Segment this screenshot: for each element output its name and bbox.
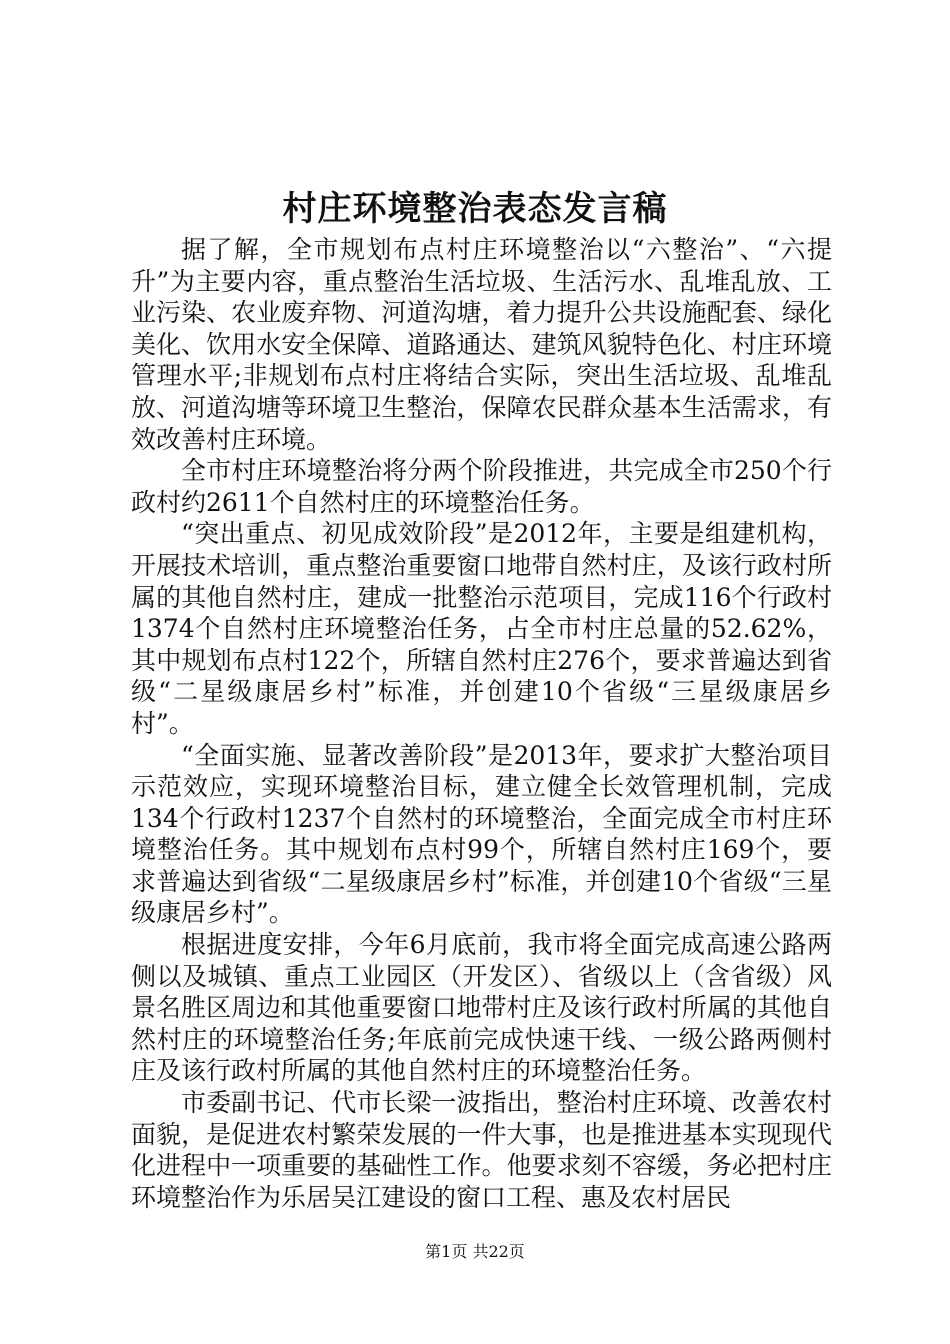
- paragraph: 根据进度安排，今年6月底前，我市将全面完成高速公路两侧以及城镇、重点工业园区（开发区）、省级以上（含省级）风景名胜区周边和其他重要窗口地带村庄及该行政村所属的其他自然村庄的环境整治任务;年底前完成快速干线、一级公路两侧村庄及该行政村所属的其他自然村庄的环境整治任务。: [131, 930, 832, 1086]
- paragraph: 市委副书记、代市长梁一波指出，整治村庄环境、改善农村面貌，是促进农村繁荣发展的一件大事，也是推进基本实现现代化进程中一项重要的基础性工作。他要求刻不容缓，务必把村庄环境整治作为乐居吴江建设的窗口工程、惠及农村居民: [131, 1088, 832, 1212]
- document-title: 村庄环境整治表态发言稿: [282, 189, 668, 229]
- paragraph: “全面实施、显著改善阶段”是2013年，要求扩大整治项目示范效应，实现环境整治目标，建立健全长效管理机制，完成134个行政村1237个自然村的环境整治，全面完成全市村庄环境整治任务。其中规划布点村99个，所辖自然村庄169个，要求普遍达到省级“二星级康居乡村”标准，并创建10个省级“三星级康居乡村”。: [131, 740, 832, 928]
- paragraph: 全市村庄环境整治将分两个阶段推进，共完成全市250个行政村约2611个自然村庄的环境整治任务。: [131, 456, 832, 517]
- document-body: [131, 234, 832, 1213]
- paragraph: 据了解，全市规划布点村庄环境整治以“六整治”、“六提升”为主要内容，重点整治生活垃圾、生活污水、乱堆乱放、工业污染、农业废弃物、河道沟塘，着力提升公共设施配套、绿化美化、饮用水安全保障、道路通达、建筑风貌特色化、村庄环境管理水平;非规划布点村庄将结合实际，突出生活垃圾、乱堆乱放、河道沟塘等环境卫生整治，保障农民群众基本生活需求，有效改善村庄环境。: [131, 235, 832, 454]
- page-number-footer: 第1页 共22页: [425, 1242, 525, 1261]
- paragraph: “突出重点、初见成效阶段”是2012年，主要是组建机构，开展技术培训，重点整治重要窗口地带自然村庄，及该行政村所属的其他自然村庄，建成一批整治示范项目，完成116个行政村1374个自然村庄环境整治任务，占全市村庄总量的52.62%，其中规划布点村122个，所辖自然村庄276个，要求普遍达到省级“二星级康居乡村”标准，并创建10个省级“三星级康居乡村”。: [131, 519, 832, 738]
